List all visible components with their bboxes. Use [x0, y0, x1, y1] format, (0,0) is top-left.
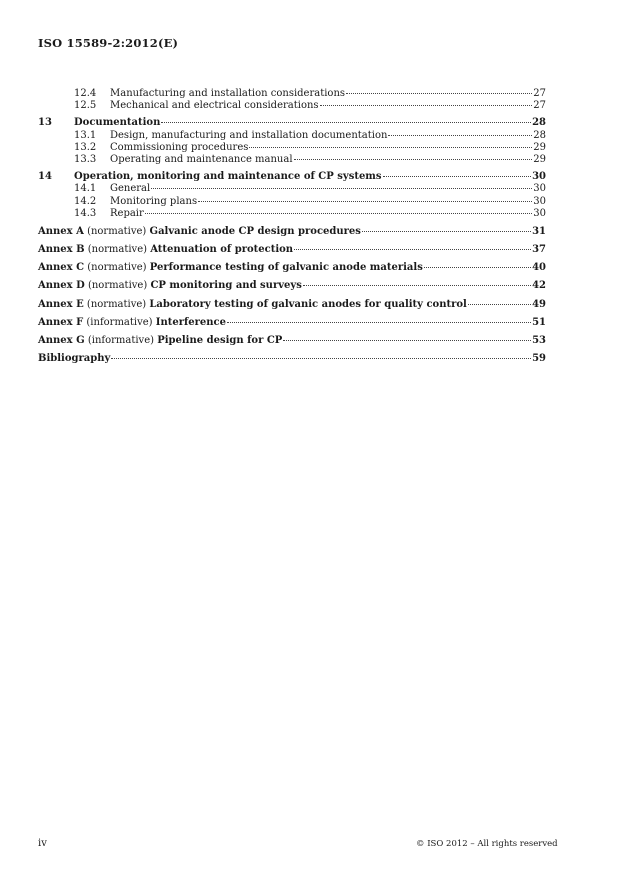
toc-entry-page: 30	[533, 183, 546, 195]
toc-entry-page: 40	[532, 262, 546, 274]
toc-entry-page: 30	[533, 195, 546, 207]
annex-label: Annex B	[38, 244, 85, 256]
toc-annex-a[interactable]	[38, 226, 546, 238]
toc-entry-page: 31	[532, 225, 546, 237]
annex-kind: (normative)	[87, 262, 147, 274]
toc-entry-13-3[interactable]	[38, 154, 546, 166]
toc-entry-page: 42	[532, 280, 546, 292]
toc-entry-page: 27	[533, 88, 546, 99]
dot-leader	[283, 340, 531, 341]
toc-entry-title: Design, manufacturing and installation documentation	[110, 129, 388, 141]
toc-entry-12-4[interactable]	[38, 88, 546, 100]
toc-annex-text	[38, 335, 282, 347]
toc-entry-number: 13	[38, 117, 52, 129]
toc-entry-title: Monitoring plans	[110, 195, 198, 207]
annex-title: Galvanic anode CP design procedures	[149, 225, 361, 237]
annex-label: Annex G	[38, 335, 85, 346]
dot-leader	[362, 231, 531, 232]
dot-leader	[388, 135, 532, 136]
toc-annex-text	[38, 280, 302, 292]
toc-annex-text	[38, 299, 467, 311]
toc-entry-13[interactable]	[38, 117, 546, 129]
toc-entry-page: 28	[532, 117, 546, 129]
toc-entry-14-2[interactable]	[38, 196, 546, 208]
toc-entry-page: 28	[533, 129, 546, 141]
toc-entry-title: Documentation	[74, 117, 161, 129]
annex-title: Interference	[155, 316, 226, 328]
toc-entry-12-5[interactable]	[38, 100, 546, 112]
toc-annex-e[interactable]	[38, 299, 546, 311]
dot-leader	[145, 213, 532, 214]
toc-annex-text	[38, 262, 423, 274]
annex-kind: (normative)	[87, 225, 147, 237]
annex-title: Attenuation of protection	[150, 244, 294, 256]
dot-leader	[424, 267, 531, 268]
toc-annex-c[interactable]	[38, 262, 546, 274]
toc-entry-number: 12.5	[74, 100, 97, 112]
document-id-header: ISO 15589-2:2012(E)	[38, 36, 179, 50]
toc-entry-number: 14.1	[74, 183, 97, 195]
annex-label: Annex C	[38, 262, 85, 274]
annex-title: Pipeline design for CP	[157, 335, 283, 346]
dot-leader	[294, 249, 531, 250]
toc-entry-title: Operation, monitoring and maintenance of CP systems	[74, 171, 382, 183]
dot-leader	[303, 285, 531, 286]
annex-title: Performance testing of galvanic anode materials	[149, 262, 423, 274]
toc-entry-title: Mechanical and electrical considerations	[110, 100, 319, 112]
annex-title: Laboratory testing of galvanic anodes for quality control	[149, 298, 467, 310]
annex-label: Annex D	[38, 280, 85, 292]
toc-entry-page: 29	[533, 153, 546, 165]
toc-entry-14-1[interactable]	[38, 183, 546, 195]
annex-kind: (normative)	[87, 244, 148, 256]
dot-leader	[320, 105, 533, 106]
toc-entry-title: Manufacturing and installation considerations	[110, 88, 346, 99]
annex-label: Annex A	[38, 225, 84, 237]
toc-entry-page: 51	[532, 316, 546, 328]
annex-title: CP monitoring and surveys	[150, 280, 302, 292]
toc-entry-number: 14.2	[74, 195, 97, 207]
dot-leader	[151, 188, 532, 189]
toc-entry-13-2[interactable]	[38, 142, 546, 154]
toc-entry-title: Commissioning procedures	[110, 141, 249, 153]
toc-entry-page: 59	[532, 353, 546, 365]
toc-annex-g[interactable]	[38, 335, 546, 347]
toc-entry-number: 13.2	[74, 141, 97, 153]
dot-leader	[294, 159, 533, 160]
toc-entry-page: 53	[532, 335, 546, 346]
annex-label: Annex F	[38, 316, 84, 328]
table-of-contents	[38, 88, 546, 365]
toc-entry-page: 30	[533, 207, 546, 219]
toc-entry-number: 13.1	[74, 129, 97, 141]
toc-entry-number: 12.4	[74, 88, 97, 99]
toc-entry-title: Operating and maintenance manual	[110, 153, 293, 165]
toc-entry-page: 30	[532, 171, 546, 183]
toc-bibliography[interactable]	[38, 353, 546, 365]
toc-annex-d[interactable]	[38, 280, 546, 292]
toc-entry-number: 13.3	[74, 153, 97, 165]
annex-kind: (informative)	[87, 335, 155, 346]
toc-entry-page: 49	[532, 298, 546, 310]
toc-annex-f[interactable]	[38, 317, 546, 329]
dot-leader	[161, 122, 531, 123]
toc-entry-14-3[interactable]	[38, 208, 546, 220]
toc-entry-13-1[interactable]	[38, 130, 546, 142]
toc-entry-page: 29	[533, 141, 546, 153]
toc-entry-page: 27	[533, 100, 546, 112]
annex-kind: (normative)	[86, 298, 147, 310]
dot-leader	[346, 93, 532, 94]
dot-leader	[383, 176, 532, 177]
dot-leader	[111, 358, 531, 359]
toc-annex-b[interactable]	[38, 244, 546, 256]
annex-kind: (informative)	[86, 316, 153, 328]
toc-entry-14[interactable]	[38, 171, 546, 183]
dot-leader	[468, 304, 531, 305]
annex-label: Annex E	[38, 298, 84, 310]
toc-entry-number: 14.3	[74, 207, 97, 219]
dot-leader	[227, 322, 531, 323]
copyright-notice: © ISO 2012 – All rights reserved	[416, 839, 558, 849]
toc-annex-text	[38, 244, 293, 256]
toc-entry-title: Repair	[110, 207, 144, 219]
toc-entry-title: General	[110, 183, 151, 195]
toc-entry-page: 37	[532, 244, 546, 256]
toc-entry-title: Bibliography	[38, 353, 111, 365]
dot-leader	[249, 147, 532, 148]
toc-annex-text	[38, 226, 361, 238]
page-numeral: iv	[38, 838, 47, 849]
toc-annex-text	[38, 317, 226, 329]
annex-kind: (normative)	[87, 280, 148, 292]
toc-entry-number: 14	[38, 171, 52, 183]
dot-leader	[198, 201, 532, 202]
